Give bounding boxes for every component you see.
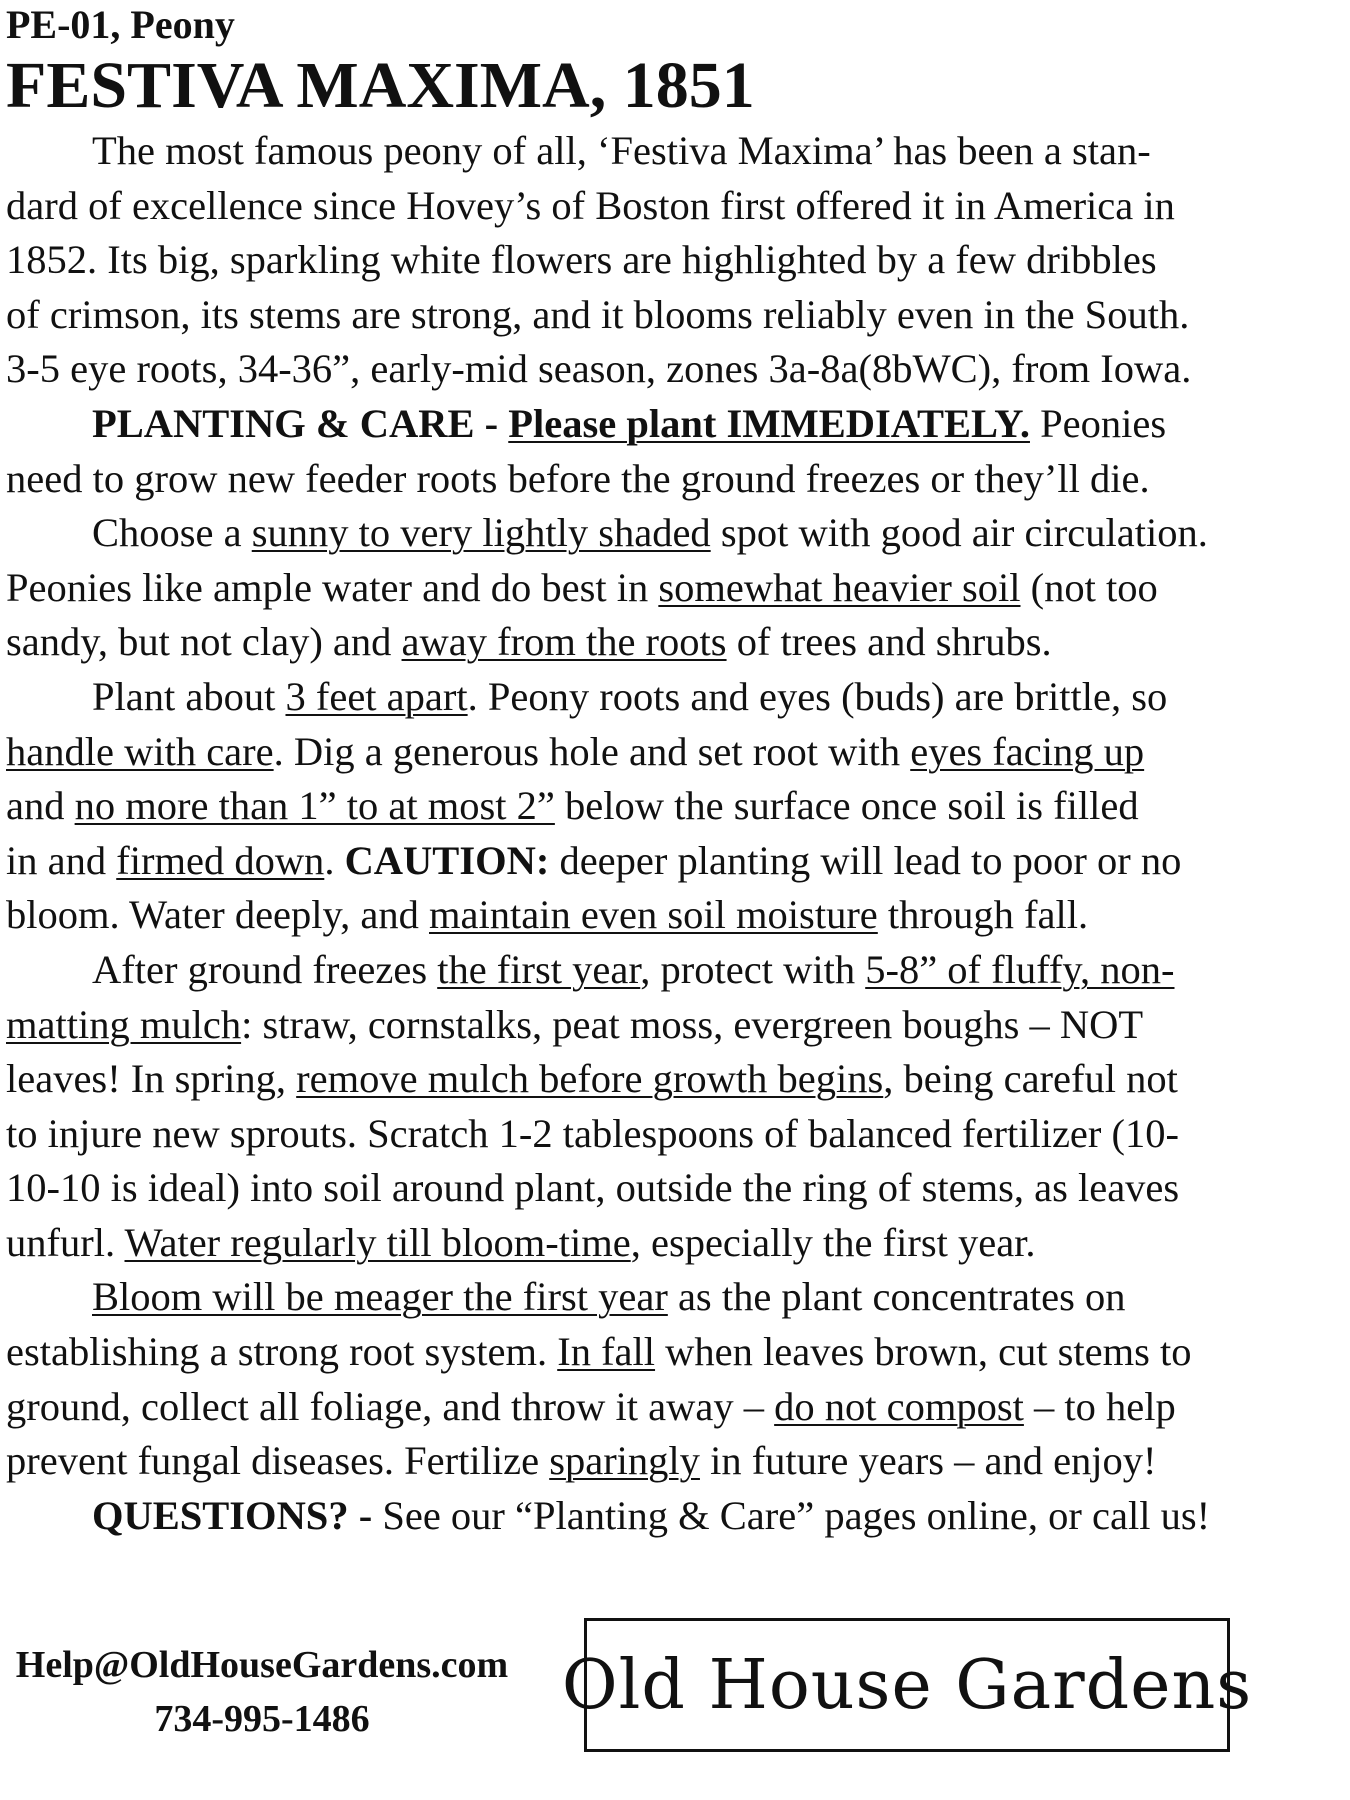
site-paragraph <box>6 506 1296 670</box>
text-run: below the surface once soil is filled <box>554 783 1139 829</box>
text-run: . <box>324 837 345 883</box>
text-run: (not too <box>1020 564 1158 610</box>
brand-logo: Old House Gardens <box>561 1645 1253 1725</box>
emphasis-text: no more than 1” to at most 2” <box>74 783 555 829</box>
text-line <box>6 1380 1296 1435</box>
brand-logo-box <box>561 1618 1253 1752</box>
text-run: Plant about <box>92 673 286 719</box>
emphasis-text: away from the roots <box>401 619 727 665</box>
instruction-sheet <box>6 0 1296 1543</box>
emphasis-text: handle with care <box>6 728 274 774</box>
text-line <box>6 1489 1296 1544</box>
body-text <box>6 124 1296 1543</box>
text-line: of crimson, its stems are strong, and it blooms reliably even in the South. <box>6 291 1190 337</box>
text-line <box>6 670 1296 725</box>
text-line: 10-10 is ideal) into soil around plant, outside the ring of stems, as leaves <box>6 1165 1180 1211</box>
text-line: The most famous peony of all, ‘Festiva Maxima’ has been a stan- <box>92 128 1151 173</box>
text-run: when leaves brown, cut stems to <box>655 1329 1192 1375</box>
text-run: : straw, cornstalks, peat moss, evergreen boughs – NOT <box>241 1001 1144 1047</box>
text-run: through fall. <box>877 892 1089 938</box>
emphasis-text: do not compost <box>774 1383 1024 1429</box>
bloom-paragraph <box>6 1270 1296 1488</box>
text-line: to injure new sprouts. Scratch 1-2 tablespoons of balanced fertilizer (10- <box>6 1110 1179 1156</box>
text-run: Peonies <box>1029 400 1167 446</box>
text-run: , especially the first year. <box>630 1219 1036 1265</box>
text-run: establishing a strong root system. <box>6 1329 558 1375</box>
text-run: . Peony roots and eyes (buds) are brittle, so <box>467 673 1168 719</box>
emphasis-text: firmed down <box>116 837 325 883</box>
phone-number: 734-995-1486 <box>154 1698 370 1740</box>
text-run: bloom. Water deeply, and <box>6 892 429 938</box>
text-line <box>6 779 1296 834</box>
planting-heading: PLANTING & CARE - <box>92 400 509 446</box>
text-line <box>6 998 1296 1053</box>
urgent-notice: Please plant IMMEDIATELY. <box>508 400 1030 446</box>
emphasis-text: somewhat heavier soil <box>658 564 1021 610</box>
questions-paragraph <box>6 1489 1296 1544</box>
text-line <box>6 397 1296 452</box>
text-line <box>6 506 1296 561</box>
page-title: FESTIVA MAXIMA, 1851 <box>6 49 755 122</box>
text-run: , protect with <box>640 946 866 992</box>
text-run: Choose a <box>92 510 252 556</box>
text-run: spot with good air circulation. <box>710 510 1208 556</box>
text-run: , being careful not <box>883 1056 1178 1102</box>
text-run: . Dig a generous hole and set root with <box>273 728 911 774</box>
text-run: as the plant concentrates on <box>667 1274 1126 1320</box>
text-run: Peonies like ample water and do best in <box>6 564 659 610</box>
planting-paragraph <box>6 397 1296 506</box>
text-line <box>6 1270 1296 1325</box>
contact-block <box>12 1638 512 1746</box>
text-line <box>6 615 1296 670</box>
text-line <box>6 1325 1296 1380</box>
email-address: Help@OldHouseGardens.com <box>15 1644 509 1686</box>
text-run: leaves! In spring, <box>6 1056 297 1102</box>
text-run: – to help <box>1023 1383 1176 1429</box>
text-run: sandy, but not clay) and <box>6 619 402 665</box>
emphasis-text: Water regularly till bloom-time <box>124 1219 631 1265</box>
text-run: See our “Planting & Care” pages online, or call us! <box>382 1492 1211 1538</box>
emphasis-text: matting mulch <box>6 1001 242 1047</box>
intro-paragraph <box>6 124 1296 397</box>
text-line: 3-5 eye roots, 34-36”, early-mid season, zones 3a-8a(8bWC), from Iowa. <box>6 346 1192 392</box>
emphasis-text: Bloom will be meager the first year <box>92 1274 668 1320</box>
text-line <box>6 561 1296 616</box>
text-line: dard of excellence since Hovey’s of Boston first offered it in America in <box>6 182 1175 228</box>
emphasis-text: In fall <box>557 1329 656 1375</box>
text-line <box>6 1052 1296 1107</box>
text-run: deeper planting will lead to poor or no <box>549 837 1182 883</box>
caution-label: CAUTION: <box>344 837 550 883</box>
text-line: 1852. Its big, sparkling white flowers are highlighted by a few dribbles <box>6 237 1157 283</box>
product-code: PE-01, Peony <box>6 2 235 47</box>
emphasis-text: sparingly <box>549 1438 700 1484</box>
text-line <box>6 834 1296 889</box>
text-line <box>6 1434 1296 1489</box>
emphasis-text: remove mulch before growth begins <box>296 1056 884 1102</box>
questions-heading: QUESTIONS? - <box>92 1492 383 1538</box>
text-run: After ground freezes <box>92 946 438 992</box>
text-run: in future years – and enjoy! <box>699 1438 1157 1484</box>
text-line <box>6 725 1296 780</box>
text-line <box>6 888 1296 943</box>
emphasis-text: the first year <box>437 946 641 992</box>
text-line <box>6 943 1296 998</box>
emphasis-text: maintain even soil moisture <box>429 892 878 938</box>
text-run: and <box>6 783 75 829</box>
text-run: ground, collect all foliage, and throw it away – <box>6 1383 775 1429</box>
text-run: prevent fungal diseases. Fertilize <box>6 1438 550 1484</box>
emphasis-text: eyes facing up <box>910 728 1145 774</box>
mulch-paragraph <box>6 943 1296 1271</box>
text-line <box>6 1216 1296 1271</box>
text-run: unfurl. <box>6 1219 125 1265</box>
text-line: need to grow new feeder roots before the ground freezes or they’ll die. <box>6 455 1150 501</box>
depth-paragraph <box>6 670 1296 943</box>
text-run: of trees and shrubs. <box>726 619 1052 665</box>
emphasis-text: 3 feet apart <box>285 673 468 719</box>
emphasis-text: sunny to very lightly shaded <box>251 510 711 556</box>
text-run: in and <box>6 837 117 883</box>
emphasis-text: 5-8” of fluffy, non- <box>865 946 1175 992</box>
